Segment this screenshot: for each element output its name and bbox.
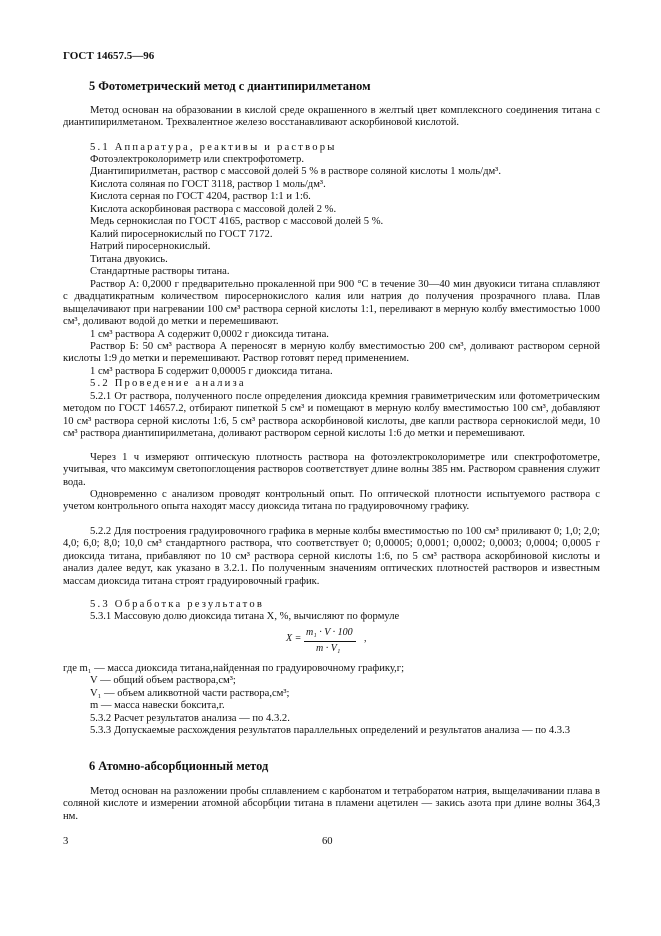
fraction-bar xyxy=(304,641,356,642)
solution-b-text: Раствор Б: 50 см³ раствора А переносят в мерную колбу вместимостью 200 см³, доливают раствором серной кислоты 1:9 до метки и перемешивают. Раствор готовят перед применением. xyxy=(63,341,600,365)
section-6-intro: Метод основан на разложении пробы сплавлением с карбонатом и тетраборатом натрия, выщелачивании плава в соляной кислоте и измерении атомной абсорбции титана в пламени ацетилен — закись азота при длине волны 364,3 нм. xyxy=(63,786,600,822)
list-item: Кислота соляная по ГОСТ 3118, раствор 1 моль/дм³. xyxy=(90,179,326,190)
list-item: Медь сернокислая по ГОСТ 4165, раствор с массовой долей 5 %. xyxy=(90,216,384,227)
legend-line: m — масса навески боксита,г. xyxy=(90,700,225,711)
legend-line: V₁ — объем аликвотной части раствора,см³; xyxy=(90,688,290,699)
list-item: Кислота серная по ГОСТ 4204, раствор 1:1 и 1:6. xyxy=(90,191,311,202)
subsection-5-2-title: 5.2 Проведение анализа xyxy=(90,378,246,389)
paragraph-5-3-3: 5.3.3 Допускаемые расхождения результатов параллельных определений и результатов анализа — по 4.3.3 xyxy=(90,725,571,736)
legend-line: где m₁ — масса диоксида титана,найденная по градуировочному графику,г; xyxy=(63,663,405,674)
formula-titanium-dioxide xyxy=(286,624,406,660)
document-header: ГОСТ 14657.5—96 xyxy=(63,50,155,62)
paragraph-5-3-2: 5.3.2 Расчет результатов анализа — по 4.3.2. xyxy=(90,713,290,724)
subsection-5-3-title: 5.3 Обработка результатов xyxy=(90,599,265,610)
solution-b-note: 1 см³ раствора Б содержит 0,00005 г диоксида титана. xyxy=(90,366,333,377)
list-item: Диантипирилметан, раствор с массовой долей 5 % в растворе соляной кислоты 1 моль/дм³. xyxy=(90,166,501,177)
solution-a-note: 1 см³ раствора А содержит 0,0002 г диоксида титана. xyxy=(90,329,329,340)
formula-numerator: m₁ · V · 100 xyxy=(306,627,353,638)
paragraph-5-3-1: 5.3.1 Массовую долю диоксида титана X, %, вычисляют по формуле xyxy=(90,611,400,622)
section-6-title: 6 Атомно-абсорбционный метод xyxy=(89,759,269,773)
legend-line: V — общий объем раствора,см³; xyxy=(90,675,236,686)
paragraph-5-2-2: 5.2.2 Для построения градуировочного графика в мерные колбы вместимостью по 100 см³ приливают 0; 1,0; 2,0; 4,0; 6,0; 8,0; 10,0 см³ стандартного раствора, что соответствует 0; 0,00005; 0,0001; 0,0002; 0,0003; 0,0004; 0,0005 г диоксида титана, прибавляют по 10 см³ раствора серной кислоты 1:6, по 5 см³ раствора аскорбиновой кислоты и анализ далее ведут, как указано в 3.2.1. По полученным значениям оптических плотностей растворов и известным массам диоксида титана строят градуировочный график. xyxy=(63,526,600,587)
paragraph-5-2-1-measurement: Через 1 ч измеряют оптическую плотность раствора на фотоэлектроколориметре или спектрофотометре, учитывая, что максимум светопоглощения растворов соответствует длине волны 385 нм. Раствором сравнения служит вода. xyxy=(63,452,600,488)
section-5-intro: Метод основан на образовании в кислой среде окрашенного в желтый цвет комплексного соединения титана с диантипирилметаном. Трехвалентное железо восстанавливают аскорбиновой кислотой. xyxy=(63,105,600,129)
list-item: Стандартные растворы титана. xyxy=(90,266,230,277)
page-number-left: 3 xyxy=(63,836,69,847)
list-item: Натрий пиросернокислый. xyxy=(90,241,211,252)
paragraph-5-2-1: 5.2.1 От раствора, полученного после определения диоксида кремния гравиметрическим или фотометрическим методом по ГОСТ 14657.2, отбирают пипеткой 5 см³ и помещают в мерную колбу вместимостью 100 см³, добавляют 10 см³ раствора серной кислоты 1:6, 5 см³ раствора аскорбиновой кислоты, две капли раствора сернокислой меди, 10 см³ раствора диантипирилметана, доливают раствором серной кислоты 1:6 до метки и перемешивают. xyxy=(63,391,600,440)
page-number-center: 60 xyxy=(322,836,333,847)
formula-tail: , xyxy=(364,633,367,644)
paragraph-5-2-1-control: Одновременно с анализом проводят контрольный опыт. По оптической плотности испытуемого раствора с учетом контрольного опыта находят массу диоксида титана по градуировочному графику. xyxy=(63,489,600,513)
formula-lhs: X = xyxy=(286,633,302,644)
list-item: Титана двуокись. xyxy=(90,254,168,265)
formula-denominator: m · V₁ xyxy=(316,643,341,654)
subsection-5-1-title: 5.1 Аппаратура, реактивы и растворы xyxy=(90,142,337,153)
list-item: Фотоэлектроколориметр или спектрофотометр. xyxy=(90,154,304,165)
list-item: Кислота аскорбиновая раствора с массовой долей 2 %. xyxy=(90,204,337,215)
section-5-title: 5 Фотометрический метод с диантипирилметаном xyxy=(89,79,371,93)
solution-a-text: Раствор А: 0,2000 г предварительно прокаленной при 900 °С в течение 30—40 мин двуокиси титана сплавляют с двадцатикратным количеством пиросернокислого калия или натрия до получения прозрачного плава. Плав выщелачивают при нагревании 100 см³ раствора серной кислоты 1:1, переливают в мерную колбу вместимостью 1000 см³, доливают водой до метки и перемешивают. xyxy=(63,279,600,328)
list-item: Калий пиросернокислый по ГОСТ 7172. xyxy=(90,229,273,240)
